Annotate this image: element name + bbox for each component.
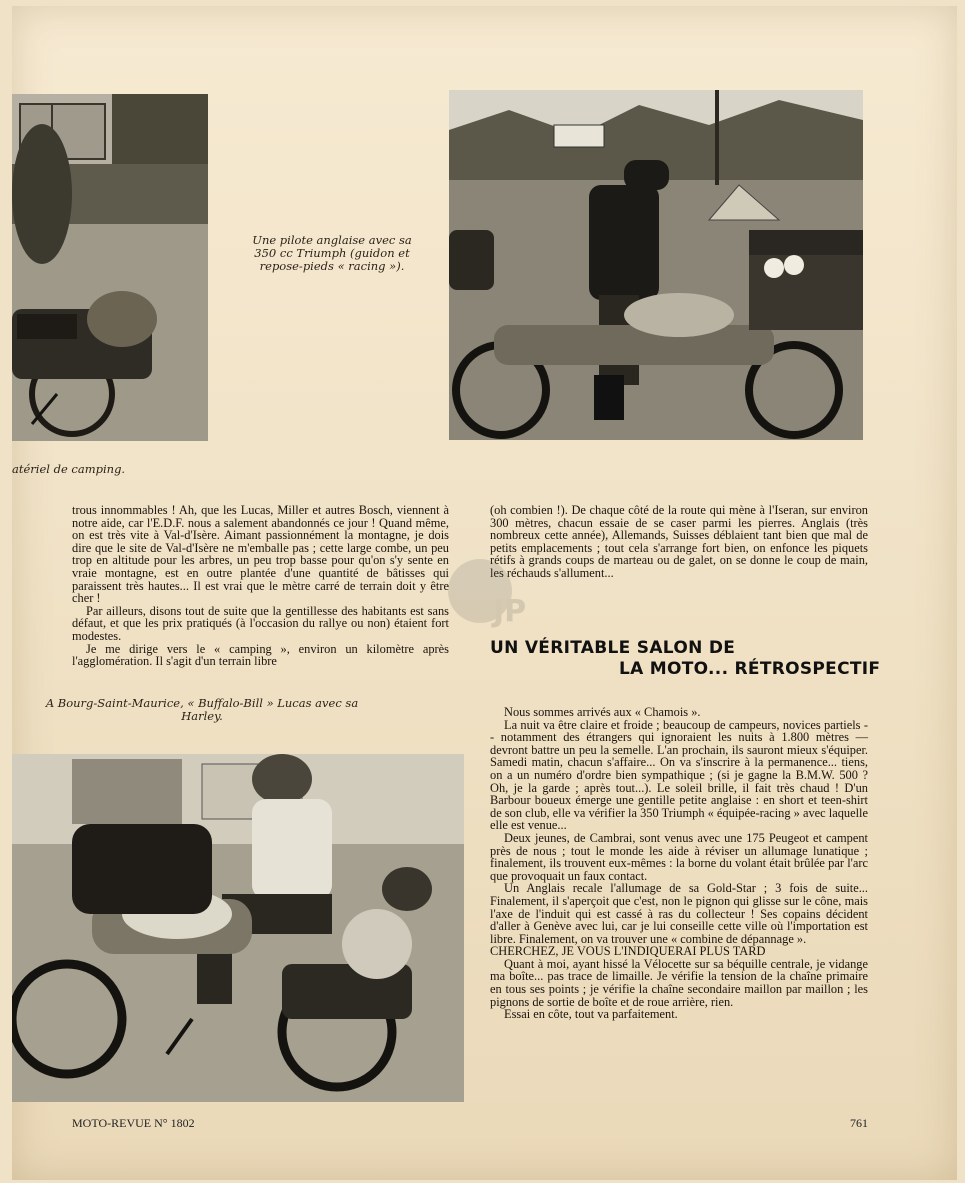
paragraph: Je me dirige vers le « camping », environ un kilomètre après l'agglomération. Il s'agit d'un terrain libre: [72, 641, 449, 669]
paragraph: Un Anglais recale l'allumage de sa Gold-Star ; 3 fois de suite... Finalement, il s'aperçoit que c'est, non le pignon qui glisse sur le cône, mais l'axe de l'induit qui est cassé à ras du collecteur ! Ses copains décident d'aller à Genève avec lui, car je lui conseille cette ville où l'importation est libre. Finalement, on va trouver une « combine de dépannage ».: [490, 881, 868, 946]
paragraph: La nuit va être claire et froide ; beaucoup de campeurs, novices partiels -- notamment des étrangers qui ignoraient les nuits à 1.800 mètres — devront battre un peu la semelle. L'an prochain, ils sauront mieux s'équiper. Samedi matin, chacun s'affaire... On va s'inscrire à la permanence... tiens, on a un numéro d'ordre bien sympathique ; (si je gagne la B.M.W. 500 ? Oh, je la garde ; après tout...). Le soleil brille, il fait très chaud ! D'un Barbour boueux émerge une gentille petite anglaise : en short et teen-shirt de son club, elle va vérifier la 350 Triumph « équipée-racing » avec laquelle elle est venue...: [490, 717, 868, 833]
paragraph: trous innommables ! Ah, que les Lucas, Miller et autres Bosch, viennent à notre aide, car l'E.D.F. nous a salement abandonnés ce jour ! Quand même, on est très vite à Val-d'Isère. Aimant passionnément la montagne, je dois dire que le site de Val-d'Isère ne m'emballe pas ; cette large combe, un peu trop en altitude pour les arbres, un peu trop basse pour qu'on s'y sente en vraie montagne, est en outre plantée d'une quantité de bâtisses qui paraissent très hautes... Il est vrai que le mètre carré de terrain doit y être cher !: [72, 503, 449, 606]
subheading-paragraph: CHERCHEZ, JE VOUS L'INDIQUERAI PLUS TARD: [490, 944, 766, 959]
watermark-stamp: JP: [445, 546, 555, 646]
photo-english-rider-triumph: [449, 90, 863, 440]
footer-page-number: 761: [850, 1116, 868, 1130]
caption-english-rider: Une pilote anglaise avec sa 350 cc Triumph (guidon et repose-pieds « racing »).: [252, 233, 412, 273]
section-heading-line1: UN VÉRITABLE SALON DE: [490, 638, 736, 658]
magazine-page: [12, 6, 957, 1180]
article-right-column-bottom: [490, 706, 868, 1021]
paragraph: (oh combien !). De chaque côté de la route qui mène à l'Iseran, sur environ 300 mètres, chacun essaie de se caser parmi les pierres. Anglais (très nombreux cette année), Allemands, Suisses déblaient tant bien que mal de petits emplacements ; tout cela s'arrange fort bien, on enfonce les piquets rétifs à grands coups de marteau ou de galet, on se donne le coup de main, les réchauds s'allument...: [490, 503, 868, 580]
paragraph: Quant à moi, ayant hissé la Vélocette sur sa béquille centrale, je vidange ma boîte... pas trace de limaille. Je vérifie la tension de la chaîne primaire en tous ses points ; je vérifie la chaîne secondaire maillon par maillon ; les pignons de sortie de boîte et de roue arrière, rien.: [490, 956, 868, 1009]
paragraph: Essai en côte, tout va parfaitement.: [504, 1007, 678, 1022]
paragraph: Par ailleurs, disons tout de suite que la gentillesse des habitants est sans défaut, et que les prix pratiqués (à l'occasion du rallye ou non) étaient fort modestes.: [72, 603, 449, 643]
caption-buffalo-bill: A Bourg-Saint-Maurice, « Buffalo-Bill » Lucas avec sa Harley.: [45, 696, 359, 723]
paragraph: Nous sommes arrivés aux « Chamois ».: [504, 705, 701, 719]
footer-magazine-issue: MOTO-REVUE N° 1802: [72, 1116, 195, 1130]
photo-buffalo-bill-harley: [12, 754, 464, 1102]
article-left-column: [72, 504, 449, 668]
paragraph: Deux jeunes, de Cambrai, sont venus avec une 175 Peugeot et campent près de nous ; tout le monde les aide à réviser un allumage lunatique ; finalement, ils trouvent eux-mêmes : la borne du volant était brûlée par l'arc que provoquait un faux contact.: [490, 830, 868, 883]
photo-motorcycle-camping-gear: [12, 94, 208, 441]
section-heading-line2: LA MOTO... RÉTROSPECTIF: [619, 659, 881, 679]
caption-materiel-camping: atériel de camping.: [12, 462, 126, 476]
